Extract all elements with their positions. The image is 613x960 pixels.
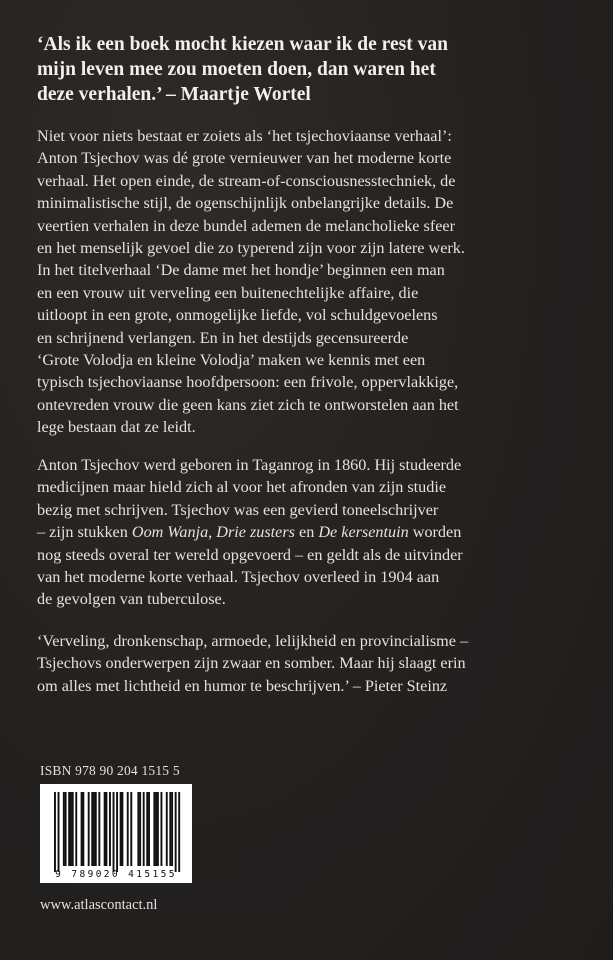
text-line: minimalistische stijl, de ogenschijnlijk onbelangrijke details. De <box>37 194 454 213</box>
play-title: Oom Wanja <box>131 523 209 542</box>
barcode-bar <box>171 792 173 866</box>
barcode-bar <box>137 792 139 866</box>
barcode-bar <box>143 792 145 866</box>
barcode-bar <box>130 792 132 866</box>
text-line: Tsjechovs onderwerpen zijn zwaar en somber. Maar hij slaagt erin <box>37 654 466 673</box>
pull-quote-line: ‘Als ik een boek mocht kiezen waar ik de rest van <box>37 34 448 55</box>
barcode-bar <box>146 792 148 866</box>
barcode-bar <box>127 792 129 866</box>
synopsis-paragraph <box>37 125 582 439</box>
barcode-bar <box>81 792 83 866</box>
text-line: nog steeds overal ter wereld opgevoerd – en geldt als de uitvinder <box>37 545 463 564</box>
text-line: In het titelverhaal ‘De dame met het hondje’ beginnen een man <box>37 261 445 280</box>
play-title: Drie zusters <box>216 523 295 542</box>
barcode-bar <box>58 792 60 872</box>
barcode-bar <box>160 792 162 866</box>
barcode-bar <box>121 792 123 866</box>
barcode-bar <box>155 792 157 866</box>
pull-quote-line: mijn leven mee zou moeten doen, dan waren het <box>37 59 436 80</box>
barcode-bar <box>68 792 70 866</box>
barcode-bar <box>98 792 100 866</box>
author-bio-paragraph <box>37 454 582 611</box>
text-line: en het menselijk gevoel die zo typerend zijn voor zijn latere werk. <box>37 239 465 258</box>
text-line: medicijnen maar hield zich al voor het afronden van zijn studie <box>37 478 447 497</box>
text-line: om alles met lichtheid en humor te beschrijven.’ – Pieter Steinz <box>37 676 448 695</box>
barcode-bar <box>153 792 155 866</box>
text-line: en een vrouw uit verveling een buitenechtelijke affaire, die <box>37 283 419 302</box>
text-line: ontevreden vrouw die geen kans ziet zich te ontworstelen aan het <box>37 395 459 414</box>
barcode-bar <box>169 792 171 866</box>
text-line: de gevolgen van tuberculose. <box>37 590 226 609</box>
barcode-bar <box>139 792 141 866</box>
barcode <box>40 784 192 883</box>
text-fragment: en <box>294 523 319 542</box>
text-line: ‘Verveling, dronkenschap, armoede, lelijkheid en provincialisme – <box>37 632 469 650</box>
barcode-bar <box>88 792 90 866</box>
barcode-bar <box>72 792 74 866</box>
publisher-website: www.atlascontact.nl <box>40 897 158 913</box>
barcode-bar <box>120 792 122 866</box>
play-title: De kersentuin <box>318 523 409 542</box>
barcode-bar <box>178 792 180 872</box>
barcode-bar <box>54 792 56 872</box>
barcode-bar <box>157 792 159 866</box>
barcode-bar <box>105 792 107 866</box>
barcode-bar <box>63 792 65 866</box>
barcode-bar <box>175 792 177 872</box>
text-line: verhaal. Het open einde, de stream-of-consciousnesstechniek, de <box>37 171 456 190</box>
text-line: Niet voor niets bestaat er zoiets als ‘het tsjechoviaanse verhaal’: <box>37 127 452 145</box>
text-line: en schrijnend verlangen. En in het destijds gecensureerde <box>37 328 409 347</box>
text-line: Anton Tsjechov werd geboren in Taganrog in 1860. Hij studeerde <box>37 456 462 474</box>
text-line: bezig met schrijven. Tsjechov was een gevierd toneelschrijver <box>37 500 439 519</box>
text-fragment: , <box>208 523 217 542</box>
barcode-bar <box>166 792 168 866</box>
text-line: lege bestaan dat ze leidt. <box>37 418 196 437</box>
barcode-bar <box>109 792 111 866</box>
text-line: uitloopt in een grote, onmogelijke liefde, vol schuldgevoelens <box>37 306 438 325</box>
barcode-bar <box>70 792 72 866</box>
barcode-bar <box>91 792 93 866</box>
text-line <box>37 523 461 541</box>
barcode-bar <box>104 792 106 866</box>
barcode-bar <box>75 792 77 866</box>
pull-quote-bottom <box>37 630 582 697</box>
text-line: ‘Grote Volodja en kleine Volodja’ maken we kennis met een <box>37 351 426 370</box>
barcode-digits: 9 789020 415155 <box>55 869 177 880</box>
barcode-bar <box>148 792 150 866</box>
text-fragment: worden <box>408 523 462 542</box>
barcode-bar <box>65 792 67 866</box>
text-fragment: – zijn stukken <box>37 523 132 542</box>
barcode-bar <box>82 792 84 866</box>
text-line: van het moderne korte verhaal. Tsjechov overleed in 1904 aan <box>37 568 440 587</box>
text-line: Anton Tsjechov was dé grote vernieuwer van het moderne korte <box>37 149 452 168</box>
text-line: typisch tsjechoviaanse hoofdpersoon: een frivole, oppervlakkige, <box>37 373 459 392</box>
barcode-bar <box>113 792 115 872</box>
text-line: veertien verhalen in deze bundel ademen de melancholieke sfeer <box>37 216 455 235</box>
barcode-bar <box>116 792 118 872</box>
barcode-bar <box>95 792 97 866</box>
barcode-bar <box>93 792 95 866</box>
isbn-label: ISBN 978 90 204 1515 5 <box>40 763 180 778</box>
pull-quote-top <box>37 32 582 107</box>
pull-quote-line: deze verhalen.’ – Maartje Wortel <box>37 84 311 105</box>
